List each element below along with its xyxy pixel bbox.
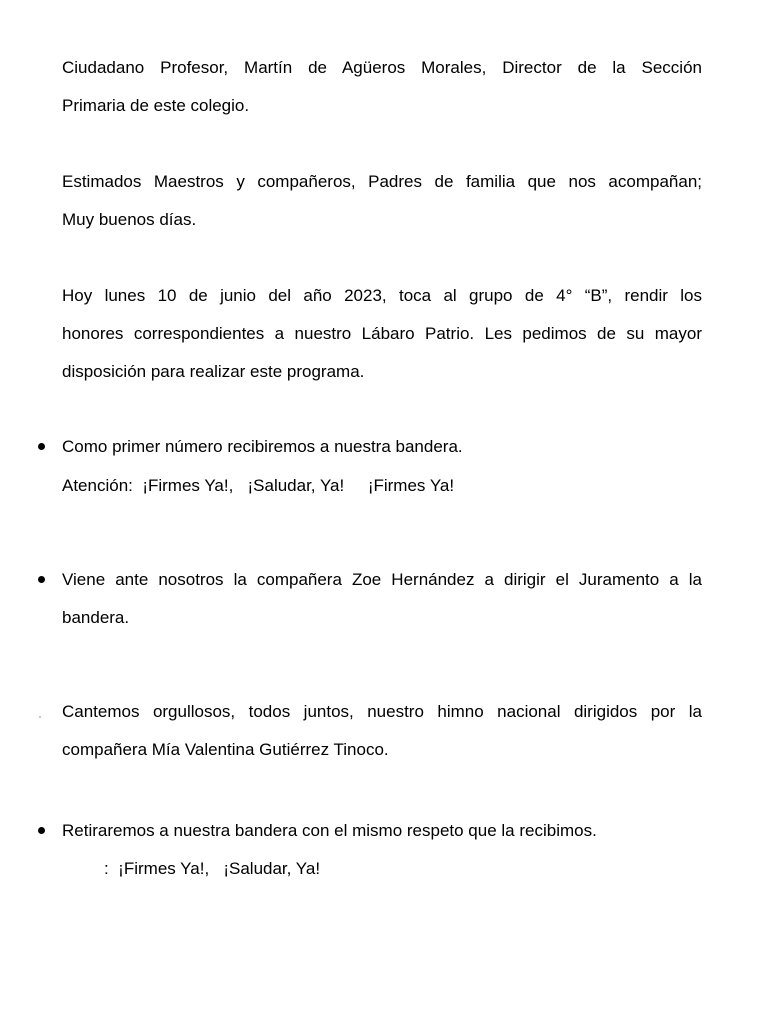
bullet-icon — [38, 443, 45, 450]
item-1-command: Atención: ¡Firmes Ya!, ¡Saludar, Ya! ¡Firmes Ya! — [62, 476, 455, 495]
faint-bullet-mark — [39, 716, 41, 718]
item-4-command: : ¡Firmes Ya!, ¡Saludar, Ya! — [104, 859, 321, 878]
item-2-line1: Viene ante nosotros la compañera Zoe Hernández a dirigir el Juramento a la — [62, 570, 702, 589]
greeting-principal-line1: Ciudadano Profesor, Martín de Agüeros Morales, Director de la Sección — [62, 58, 702, 77]
greeting-principal — [62, 49, 702, 125]
item-3-line1: Cantemos orgullosos, todos juntos, nuestro himno nacional dirigidos por la — [62, 702, 702, 721]
greeting-audience-line1: Estimados Maestros y compañeros, Padres de familia que nos acompañan; — [62, 172, 702, 191]
item-1-text: Como primer número recibiremos a nuestra bandera. — [62, 437, 463, 456]
item-3-line2: compañera Mía Valentina Gutiérrez Tinoco. — [62, 740, 389, 759]
greeting-audience — [62, 163, 702, 239]
intro-line2: honores correspondientes a nuestro Lábaro Patrio. Les pedimos de su mayor — [62, 324, 702, 343]
item-2-line2: bandera. — [62, 608, 130, 627]
bullet-icon — [38, 576, 45, 583]
intro-paragraph — [62, 277, 702, 391]
item-2 — [62, 561, 702, 637]
intro-line3: disposición para realizar este programa. — [62, 362, 365, 381]
greeting-principal-line2: Primaria de este colegio. — [62, 96, 250, 115]
item-3 — [62, 693, 702, 769]
bullet-icon — [38, 827, 45, 834]
intro-line1: Hoy lunes 10 de junio del año 2023, toca al grupo de 4° “B”, rendir los — [62, 286, 702, 305]
greeting-audience-line2: Muy buenos días. — [62, 210, 197, 229]
item-4-text: Retiraremos a nuestra bandera con el mismo respeto que la recibimos. — [62, 821, 597, 840]
